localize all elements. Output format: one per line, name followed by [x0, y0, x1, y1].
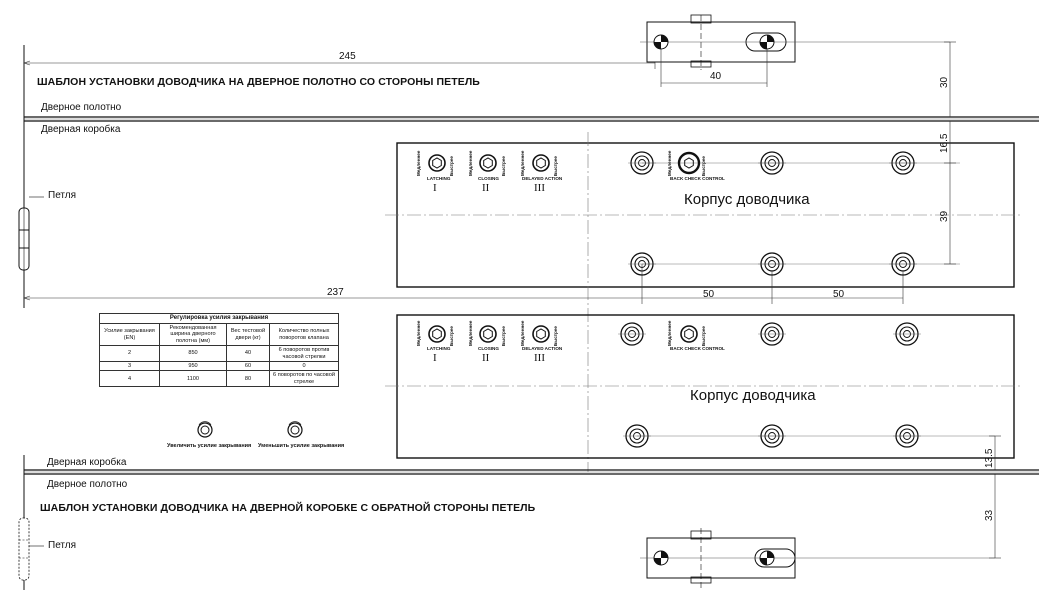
table-cell: 950 — [160, 362, 227, 371]
valve-4-fast-label: Быстрее — [701, 156, 706, 176]
valve-7-slow-label: Медленнее — [520, 320, 525, 346]
force-decrease-icon — [288, 422, 302, 437]
arm-hole-right-bottom — [760, 551, 774, 565]
valve-3-name: DELAYED ACTION — [522, 176, 563, 181]
valve-1-name: LATCHING — [427, 176, 451, 181]
table-cell: 6 поворотов против часовой стрелки — [270, 346, 339, 362]
closing-force-table — [99, 313, 339, 387]
hinge-bottom — [19, 518, 44, 580]
table-header: Рекомендованная ширина дверного полотна (мм) — [160, 323, 227, 345]
label-hinge-top: Петля — [48, 190, 77, 201]
valve-7-name: DELAYED ACTION — [522, 346, 563, 351]
door-frame-line-top — [24, 117, 1039, 121]
force-increase-icon — [198, 422, 212, 437]
valve-8-fast-label: Быстрее — [701, 326, 706, 346]
valve-8-name: BACK CHECK CONTROL — [670, 346, 725, 351]
table-cell: 1100 — [160, 371, 227, 387]
valve-2-fast-label: Быстрее — [501, 156, 506, 176]
valve-3-roman: III — [534, 182, 545, 194]
label-hinge-bottom: Петля — [48, 540, 77, 551]
mounting-hole-icon — [758, 323, 786, 345]
arm-hole-right-top — [760, 35, 774, 49]
dim-33-label: 33 — [984, 509, 995, 521]
valve-4-slow-label: Медленнее — [667, 150, 672, 176]
door-frame-line-bottom — [24, 470, 1039, 474]
table-header: Количество полных поворотов клапана — [270, 323, 339, 345]
title-bottom: ШАБЛОН УСТАНОВКИ ДОВОДЧИКА НА ДВЕРНОЙ КОРОБКЕ С ОБРАТНОЙ СТОРОНЫ ПЕТЕЛЬ — [40, 502, 536, 514]
hinge-top — [19, 197, 44, 270]
valve-8-slow-label: Медленнее — [667, 320, 672, 346]
mounting-hole-icon — [628, 152, 656, 174]
valve-icon — [429, 155, 445, 171]
label-door-leaf-bottom: Дверное полотно — [47, 479, 128, 490]
closer-body-label-top: Корпус доводчика — [684, 191, 810, 208]
table-cell: 3 — [100, 362, 160, 371]
table-caption: Регулировка усилия закрывания — [100, 314, 339, 324]
table-cell: 0 — [270, 362, 339, 371]
valve-5-name: LATCHING — [427, 346, 451, 351]
dim-30-label: 30 — [939, 76, 950, 88]
title-top: ШАБЛОН УСТАНОВКИ ДОВОДЧИКА НА ДВЕРНОЕ ПОЛОТНО СО СТОРОНЫ ПЕТЕЛЬ — [37, 76, 480, 88]
mounting-hole-icon — [893, 425, 921, 447]
dim-237-label: 237 — [327, 287, 344, 298]
force-decrease-label: Уменьшить усилие закрывания — [258, 443, 345, 449]
valve-2-name: CLOSING — [478, 176, 499, 181]
dim-50a-label: 50 — [703, 289, 715, 300]
table-cell: 6 поворотов по часовой стрелке — [270, 371, 339, 387]
valve-6-name: CLOSING — [478, 346, 499, 351]
table-header: Вес тестовой двери (кг) — [227, 323, 270, 345]
valve-icon — [533, 155, 549, 171]
table-cell: 40 — [227, 346, 270, 362]
valve-2-slow-label: Медленнее — [468, 150, 473, 176]
label-door-frame-top: Дверная коробка — [41, 124, 121, 135]
dim-16-5-label: 16.5 — [939, 133, 950, 153]
mounting-hole-icon — [758, 425, 786, 447]
valve-2-roman: II — [482, 182, 490, 194]
closer-body-label-bottom: Корпус доводчика — [690, 387, 816, 404]
valve-icon — [429, 326, 445, 342]
mounting-hole-icon — [758, 152, 786, 174]
table-cell: 80 — [227, 371, 270, 387]
arm-hole-left-top — [654, 35, 668, 49]
table-cell: 850 — [160, 346, 227, 362]
valve-4-name: BACK CHECK CONTROL — [670, 176, 725, 181]
dim-50b-label: 50 — [833, 289, 845, 300]
mounting-hole-icon — [618, 323, 646, 345]
valve-icon — [681, 326, 697, 342]
valve-1-fast-label: Быстрее — [449, 156, 454, 176]
table-cell: 60 — [227, 362, 270, 371]
valve-7-fast-label: Быстрее — [553, 326, 558, 346]
valve-3-slow-label: Медленнее — [520, 150, 525, 176]
valve-5-slow-label: Медленнее — [416, 320, 421, 346]
valve-icon — [480, 155, 496, 171]
table-row — [100, 362, 339, 371]
valve-6-fast-label: Быстрее — [501, 326, 506, 346]
arm-hole-left-bottom — [654, 551, 668, 565]
dim-13-5-label: 13.5 — [984, 448, 995, 468]
mounting-hole-icon — [889, 152, 917, 174]
table-cell: 2 — [100, 346, 160, 362]
valve-7-roman: III — [534, 352, 545, 364]
label-door-leaf-top: Дверное полотно — [41, 102, 122, 113]
valve-3-fast-label: Быстрее — [553, 156, 558, 176]
valve-6-roman: II — [482, 352, 490, 364]
valve-icon — [533, 326, 549, 342]
valve-icon — [480, 326, 496, 342]
dim-237 — [24, 264, 903, 304]
table-cell: 4 — [100, 371, 160, 387]
table-header: Усилие закрывания (EN) — [100, 323, 160, 345]
valve-6-slow-label: Медленнее — [468, 320, 473, 346]
label-door-frame-bottom: Дверная коробка — [47, 457, 127, 468]
mounting-hole-icon — [893, 323, 921, 345]
table-row — [100, 371, 339, 387]
valve-symbols — [429, 150, 699, 342]
valve-1-roman: I — [433, 182, 437, 194]
mounting-hole-icon — [623, 425, 651, 447]
table-row — [100, 346, 339, 362]
dim-245-label: 245 — [339, 51, 356, 62]
valve-1-slow-label: Медленнее — [416, 150, 421, 176]
valve-5-fast-label: Быстрее — [449, 326, 454, 346]
arm-shoe-bottom — [640, 528, 995, 590]
dim-40-label: 40 — [710, 71, 722, 82]
force-increase-label: Увеличить усилие закрывания — [167, 443, 252, 449]
dim-39-label: 39 — [939, 210, 950, 222]
arm-shoe-top — [640, 15, 950, 70]
valve-5-roman: I — [433, 352, 437, 364]
